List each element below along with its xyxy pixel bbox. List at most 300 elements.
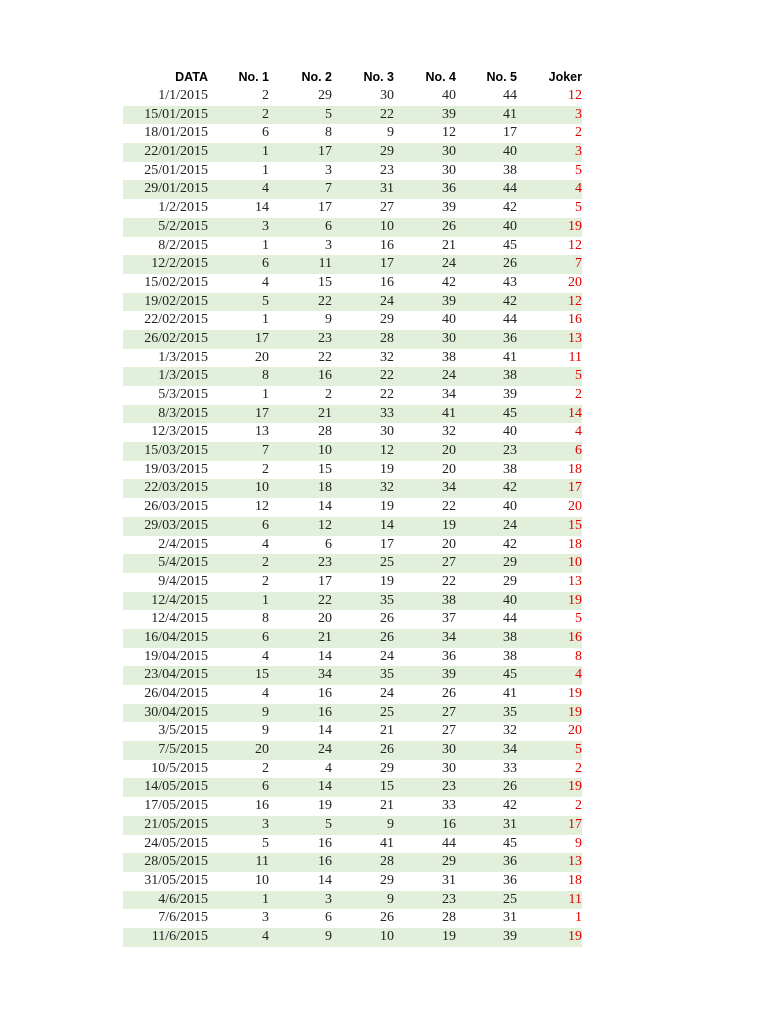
number2-cell: 5 [325, 106, 332, 122]
draw-date-cell: 19/02/2015 [144, 293, 208, 309]
table-row [123, 517, 582, 536]
table-row [123, 330, 582, 349]
number4-cell: 42 [442, 274, 456, 290]
joker-cell: 16 [568, 629, 582, 645]
number2-cell: 8 [325, 125, 332, 141]
table-row [123, 311, 582, 330]
number5-cell: 39 [503, 928, 517, 944]
number3-cell: 17 [380, 256, 394, 272]
table-row [123, 592, 582, 611]
number1-cell: 16 [255, 798, 269, 814]
number3-cell: 26 [380, 742, 394, 758]
number5-cell: 45 [503, 237, 517, 253]
joker-cell: 13 [568, 330, 582, 346]
number2-cell: 18 [318, 480, 332, 496]
number1-cell: 6 [262, 517, 269, 533]
number4-cell: 34 [442, 387, 456, 402]
draw-date-cell: 8/3/2015 [158, 405, 208, 421]
number2-cell: 9 [325, 928, 332, 944]
number1-cell: 4 [262, 686, 269, 701]
table-row [123, 237, 582, 256]
number3-cell: 19 [380, 499, 394, 515]
number1-cell: 4 [262, 181, 269, 197]
number3-cell: 29 [380, 312, 394, 328]
number4-cell: 26 [442, 686, 456, 701]
draw-date-cell: 8/2/2015 [158, 237, 208, 253]
number1-cell: 6 [262, 779, 269, 795]
number2-cell: 6 [325, 910, 332, 926]
number4-cell: 27 [442, 704, 456, 720]
number1-cell: 9 [262, 704, 269, 720]
number2-cell: 3 [325, 237, 332, 253]
draw-date-cell: 10/5/2015 [151, 760, 208, 776]
number1-cell: 5 [262, 835, 269, 851]
joker-cell: 19 [568, 686, 582, 701]
table-row [123, 778, 582, 797]
number1-cell: 5 [262, 293, 269, 309]
number5-cell: 40 [503, 592, 517, 608]
table-row [123, 349, 582, 368]
number5-cell: 25 [503, 891, 517, 907]
number3-cell: 22 [380, 106, 394, 122]
number4-cell: 36 [442, 648, 456, 664]
joker-cell: 18 [568, 536, 582, 552]
header-no1: No. 1 [238, 70, 269, 84]
table-row [123, 143, 582, 162]
draw-date-cell: 7/6/2015 [158, 910, 208, 926]
number4-cell: 28 [442, 910, 456, 926]
joker-cell: 5 [575, 368, 582, 384]
table-row [123, 629, 582, 648]
number4-cell: 30 [442, 330, 456, 346]
number1-cell: 8 [262, 368, 269, 384]
table-row [123, 909, 582, 928]
number1-cell: 2 [262, 106, 269, 122]
number3-cell: 12 [380, 443, 394, 459]
table-row [123, 274, 582, 293]
joker-cell: 11 [568, 349, 582, 365]
number1-cell: 2 [262, 88, 269, 103]
table-row [123, 199, 582, 218]
number2-cell: 34 [318, 667, 332, 683]
joker-cell: 10 [568, 555, 582, 571]
number4-cell: 24 [442, 368, 456, 384]
draw-date-cell: 19/04/2015 [144, 648, 208, 664]
number2-cell: 17 [318, 573, 332, 589]
draw-date-cell: 4/6/2015 [158, 891, 208, 907]
draw-date-cell: 12/4/2015 [151, 592, 208, 608]
joker-cell: 2 [575, 125, 582, 141]
number2-cell: 15 [318, 274, 332, 290]
joker-cell: 12 [568, 293, 582, 309]
joker-cell: 18 [568, 461, 582, 477]
number1-cell: 7 [262, 443, 269, 459]
number4-cell: 39 [442, 667, 456, 683]
draw-date-cell: 23/04/2015 [144, 667, 208, 683]
draw-date-cell: 12/2/2015 [151, 256, 208, 272]
draw-date-cell: 31/05/2015 [144, 872, 208, 888]
number2-cell: 14 [318, 779, 332, 795]
draw-date-cell: 22/01/2015 [144, 144, 208, 160]
table-row [123, 741, 582, 760]
number3-cell: 23 [380, 162, 394, 178]
number3-cell: 9 [387, 816, 394, 832]
joker-cell: 6 [575, 443, 582, 459]
number5-cell: 44 [503, 88, 517, 103]
table-row [123, 461, 582, 480]
number1-cell: 15 [255, 667, 269, 683]
draw-date-cell: 25/01/2015 [144, 162, 208, 178]
number5-cell: 39 [503, 387, 517, 402]
number5-cell: 40 [503, 218, 517, 234]
joker-cell: 20 [568, 499, 582, 515]
number5-cell: 29 [503, 555, 517, 571]
number3-cell: 27 [380, 200, 394, 216]
number2-cell: 14 [318, 723, 332, 739]
number3-cell: 21 [380, 798, 394, 814]
draw-date-cell: 1/1/2015 [158, 88, 208, 103]
number4-cell: 40 [442, 312, 456, 328]
number3-cell: 31 [380, 181, 394, 197]
draw-date-cell: 11/6/2015 [151, 928, 208, 944]
joker-cell: 13 [568, 573, 582, 589]
header-no3: No. 3 [363, 70, 394, 84]
number1-cell: 14 [255, 200, 269, 216]
draw-date-cell: 1/3/2015 [158, 368, 208, 384]
number5-cell: 45 [503, 405, 517, 421]
number2-cell: 22 [318, 592, 332, 608]
number5-cell: 33 [503, 760, 517, 776]
number5-cell: 45 [503, 835, 517, 851]
number1-cell: 20 [255, 742, 269, 758]
number4-cell: 23 [442, 779, 456, 795]
draw-date-cell: 18/01/2015 [144, 125, 208, 141]
number5-cell: 44 [503, 611, 517, 627]
draw-date-cell: 5/3/2015 [158, 387, 208, 402]
table-row [123, 573, 582, 592]
number5-cell: 42 [503, 536, 517, 552]
number1-cell: 17 [255, 330, 269, 346]
number4-cell: 16 [442, 816, 456, 832]
table-row [123, 423, 582, 442]
number3-cell: 28 [380, 854, 394, 870]
number3-cell: 24 [380, 293, 394, 309]
number1-cell: 1 [262, 387, 269, 402]
number4-cell: 27 [442, 723, 456, 739]
number5-cell: 29 [503, 573, 517, 589]
number3-cell: 9 [387, 891, 394, 907]
number5-cell: 43 [503, 274, 517, 290]
number2-cell: 2 [325, 387, 332, 402]
number3-cell: 9 [387, 125, 394, 141]
number5-cell: 42 [503, 200, 517, 216]
number3-cell: 15 [380, 779, 394, 795]
joker-cell: 2 [575, 387, 582, 402]
number4-cell: 30 [442, 144, 456, 160]
draw-date-cell: 15/03/2015 [144, 443, 208, 459]
joker-cell: 17 [568, 816, 582, 832]
number4-cell: 39 [442, 293, 456, 309]
number4-cell: 22 [442, 499, 456, 515]
number4-cell: 30 [442, 742, 456, 758]
number2-cell: 5 [325, 816, 332, 832]
number5-cell: 23 [503, 443, 517, 459]
draw-date-cell: 26/04/2015 [144, 686, 208, 701]
number2-cell: 23 [318, 330, 332, 346]
draw-date-cell: 22/03/2015 [144, 480, 208, 496]
number5-cell: 36 [503, 330, 517, 346]
number1-cell: 6 [262, 256, 269, 272]
draw-date-cell: 1/2/2015 [158, 200, 208, 216]
draw-date-cell: 14/05/2015 [144, 779, 208, 795]
number2-cell: 29 [318, 88, 332, 103]
joker-cell: 20 [568, 274, 582, 290]
number5-cell: 24 [503, 517, 517, 533]
lottery-results-table [123, 68, 582, 947]
joker-cell: 13 [568, 854, 582, 870]
number4-cell: 31 [442, 872, 456, 888]
table-row [123, 218, 582, 237]
joker-cell: 9 [575, 835, 582, 851]
number2-cell: 7 [325, 181, 332, 197]
number2-cell: 19 [318, 798, 332, 814]
number3-cell: 26 [380, 611, 394, 627]
number2-cell: 16 [318, 704, 332, 720]
table-row [123, 797, 582, 816]
number3-cell: 33 [380, 405, 394, 421]
number3-cell: 26 [380, 629, 394, 645]
number3-cell: 19 [380, 461, 394, 477]
number3-cell: 22 [380, 368, 394, 384]
number4-cell: 32 [442, 424, 456, 440]
number2-cell: 12 [318, 517, 332, 533]
number5-cell: 31 [503, 816, 517, 832]
number3-cell: 30 [380, 424, 394, 440]
number5-cell: 38 [503, 461, 517, 477]
joker-cell: 19 [568, 218, 582, 234]
header-row [123, 68, 582, 87]
number1-cell: 1 [262, 891, 269, 907]
number3-cell: 24 [380, 686, 394, 701]
number1-cell: 9 [262, 723, 269, 739]
joker-cell: 4 [575, 667, 582, 683]
number1-cell: 1 [262, 312, 269, 328]
header-no5: No. 5 [486, 70, 517, 84]
number5-cell: 40 [503, 144, 517, 160]
joker-cell: 5 [575, 200, 582, 216]
draw-date-cell: 2/4/2015 [158, 536, 208, 552]
table-row [123, 106, 582, 125]
number1-cell: 6 [262, 125, 269, 141]
number5-cell: 31 [503, 910, 517, 926]
number2-cell: 22 [318, 293, 332, 309]
joker-cell: 12 [568, 88, 582, 103]
joker-cell: 18 [568, 872, 582, 888]
number2-cell: 14 [318, 648, 332, 664]
number3-cell: 35 [380, 592, 394, 608]
table-row [123, 405, 582, 424]
number5-cell: 42 [503, 798, 517, 814]
number1-cell: 2 [262, 461, 269, 477]
joker-cell: 2 [575, 798, 582, 814]
joker-cell: 15 [568, 517, 582, 533]
joker-cell: 3 [575, 144, 582, 160]
draw-date-cell: 26/02/2015 [144, 330, 208, 346]
draw-date-cell: 16/04/2015 [144, 629, 208, 645]
number4-cell: 37 [442, 611, 456, 627]
table-row [123, 835, 582, 854]
number5-cell: 36 [503, 854, 517, 870]
joker-cell: 17 [568, 480, 582, 496]
number3-cell: 28 [380, 330, 394, 346]
table-row [123, 293, 582, 312]
joker-cell: 14 [568, 405, 582, 421]
number1-cell: 17 [255, 405, 269, 421]
number5-cell: 42 [503, 480, 517, 496]
table-row [123, 255, 582, 274]
table-body [123, 87, 582, 947]
header-no4: No. 4 [425, 70, 456, 84]
number1-cell: 1 [262, 162, 269, 178]
draw-date-cell: 29/01/2015 [144, 181, 208, 197]
joker-cell: 12 [568, 237, 582, 253]
number3-cell: 17 [380, 536, 394, 552]
number5-cell: 17 [503, 125, 517, 141]
table-row [123, 442, 582, 461]
table-row [123, 722, 582, 741]
draw-date-cell: 19/03/2015 [144, 461, 208, 477]
number1-cell: 12 [255, 499, 269, 515]
number3-cell: 32 [380, 480, 394, 496]
joker-cell: 8 [575, 648, 582, 664]
header-joker: Joker [548, 70, 582, 84]
draw-date-cell: 5/2/2015 [158, 218, 208, 234]
joker-cell: 19 [568, 592, 582, 608]
number4-cell: 30 [442, 760, 456, 776]
table-row [123, 87, 582, 106]
number3-cell: 25 [380, 555, 394, 571]
number2-cell: 15 [318, 461, 332, 477]
number1-cell: 3 [262, 910, 269, 926]
joker-cell: 19 [568, 928, 582, 944]
draw-date-cell: 17/05/2015 [144, 798, 208, 814]
draw-date-cell: 12/4/2015 [151, 611, 208, 627]
table-row [123, 479, 582, 498]
number2-cell: 16 [318, 835, 332, 851]
number4-cell: 27 [442, 555, 456, 571]
number1-cell: 4 [262, 928, 269, 944]
number3-cell: 10 [380, 218, 394, 234]
table-row [123, 666, 582, 685]
number5-cell: 35 [503, 704, 517, 720]
joker-cell: 7 [575, 256, 582, 272]
number5-cell: 38 [503, 648, 517, 664]
number2-cell: 10 [318, 443, 332, 459]
joker-cell: 2 [575, 760, 582, 776]
draw-date-cell: 22/02/2015 [144, 312, 208, 328]
number5-cell: 40 [503, 499, 517, 515]
number3-cell: 29 [380, 144, 394, 160]
number5-cell: 44 [503, 312, 517, 328]
number2-cell: 23 [318, 555, 332, 571]
number3-cell: 10 [380, 928, 394, 944]
number1-cell: 10 [255, 872, 269, 888]
number3-cell: 16 [380, 237, 394, 253]
number4-cell: 29 [442, 854, 456, 870]
number1-cell: 11 [255, 854, 269, 870]
number4-cell: 30 [442, 162, 456, 178]
number3-cell: 29 [380, 872, 394, 888]
number5-cell: 41 [503, 686, 517, 701]
number2-cell: 3 [325, 891, 332, 907]
draw-date-cell: 12/3/2015 [151, 424, 208, 440]
number5-cell: 34 [503, 742, 517, 758]
number1-cell: 2 [262, 573, 269, 589]
table-row [123, 386, 582, 405]
table-row [123, 872, 582, 891]
number3-cell: 32 [380, 349, 394, 365]
table-row [123, 124, 582, 143]
number2-cell: 22 [318, 349, 332, 365]
draw-date-cell: 3/5/2015 [158, 723, 208, 739]
number1-cell: 2 [262, 760, 269, 776]
draw-date-cell: 5/4/2015 [158, 555, 208, 571]
draw-date-cell: 30/04/2015 [144, 704, 208, 720]
joker-cell: 4 [575, 424, 582, 440]
draw-date-cell: 26/03/2015 [144, 499, 208, 515]
number2-cell: 21 [318, 629, 332, 645]
number3-cell: 41 [380, 835, 394, 851]
joker-cell: 1 [575, 910, 582, 926]
number5-cell: 38 [503, 368, 517, 384]
number5-cell: 40 [503, 424, 517, 440]
number1-cell: 3 [262, 816, 269, 832]
number3-cell: 14 [380, 517, 394, 533]
number2-cell: 28 [318, 424, 332, 440]
table-row [123, 536, 582, 555]
number5-cell: 44 [503, 181, 517, 197]
number5-cell: 41 [503, 349, 517, 365]
number5-cell: 41 [503, 106, 517, 122]
number4-cell: 44 [442, 835, 456, 851]
joker-cell: 11 [568, 891, 582, 907]
number4-cell: 39 [442, 200, 456, 216]
number3-cell: 25 [380, 704, 394, 720]
joker-cell: 16 [568, 312, 582, 328]
draw-date-cell: 15/01/2015 [144, 106, 208, 122]
draw-date-cell: 15/02/2015 [144, 274, 208, 290]
number5-cell: 26 [503, 256, 517, 272]
table-row [123, 704, 582, 723]
table-row [123, 610, 582, 629]
number4-cell: 22 [442, 573, 456, 589]
table-row [123, 162, 582, 181]
draw-date-cell: 24/05/2015 [144, 835, 208, 851]
number4-cell: 41 [442, 405, 456, 421]
number2-cell: 4 [325, 760, 332, 776]
number2-cell: 20 [318, 611, 332, 627]
number1-cell: 4 [262, 536, 269, 552]
number2-cell: 6 [325, 536, 332, 552]
table-row [123, 367, 582, 386]
number4-cell: 20 [442, 461, 456, 477]
table-row [123, 928, 582, 947]
number4-cell: 23 [442, 891, 456, 907]
number3-cell: 16 [380, 274, 394, 290]
number1-cell: 8 [262, 611, 269, 627]
table-row [123, 180, 582, 199]
number4-cell: 12 [442, 125, 456, 141]
